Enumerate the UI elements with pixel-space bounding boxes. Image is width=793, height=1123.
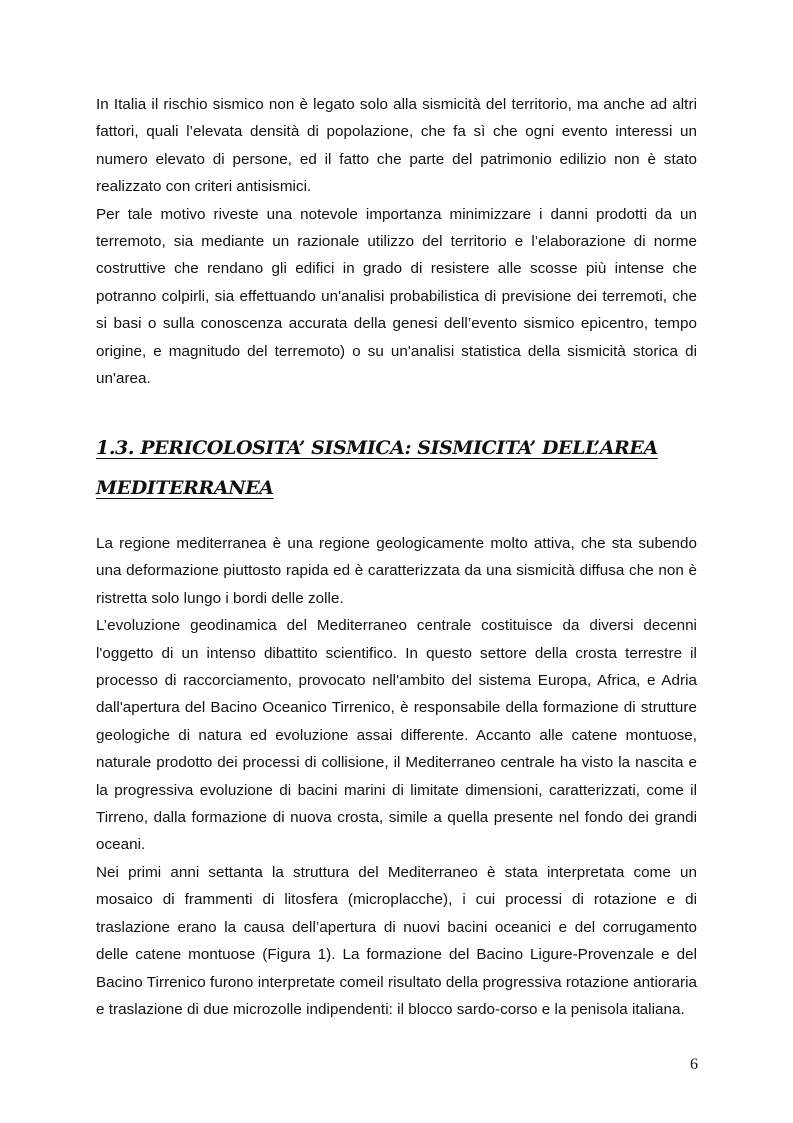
section-paragraph: La regione mediterranea è una regione geologicamente molto attiva, che sta subendo una deformazione piuttosto rapida ed è caratterizzata da una sismicità diffusa che non è ristretta solo lungo i bordi delle zolle. [96,535,697,607]
section-paragraph: Nei primi anni settanta la struttura del Mediterraneo è stata interpretata come un mosaico di frammenti di litosfera (microplacche), i cui processi di rotazione e di traslazione erano la causa dell’apertura di nuovi bacini oceanici e del corrugamento delle catene montuose (Figura 1). La formazione del Bacino Ligure-Provenzale e del Bacino Tirrenico furono interpretate comeil risultato della progressiva rotazione antioraria e traslazione di due microzolle indipendenti: il blocco sardo-corso e la penisola italiana. [96,863,697,1018]
intro-text-block [96,91,697,392]
intro-paragraph: Per tale motivo riveste una notevole importanza minimizzare i danni prodotti da un terremoto, sia mediante un razionale utilizzo del territorio e l’elaborazione di norme costruttive che rendano gli edifici in grado di resistere alle scosse più intense che potranno colpirli, sia effettuando un'analisi probabilistica di previsione dei terremoti, che si basi o sulla conoscenza accurata della genesi dell’evento sismico epicentro, tempo origine, e magnitudo del terremoto) o su un'analisi statistica della sismicità storica di un'area. [96,205,697,388]
section-heading: 1.3. PERICOLOSITA’ SISMICA: SISMICITA’ DELL’AREA MEDITERRANEA [96,437,658,499]
section-paragraph: L’evoluzione geodinamica del Mediterraneo centrale costituisce da diversi decenni l'oggetto di un intenso dibattito scientifico. In questo settore della crosta terrestre il processo di raccorciamento, provocato nell'ambito del sistema Europa, Africa, e Adria dall'apertura del Bacino Oceanico Tirrenico, è responsabile della formazione di strutture geologiche di natura ed evoluzione assai differente. Accanto alle catene montuose, naturale prodotto dei processi di collisione, il Mediterraneo centrale ha visto la nascita e la progressiva evoluzione di bacini marini di limitate dimensioni, caratterizzati, come il Tirreno, dalla formazione di nuova crosta, simile a quella presente nel fondo dei grandi oceani. [96,617,697,854]
page-number: 6 [690,1056,698,1073]
intro-paragraph: In Italia il rischio sismico non è legato solo alla sismicità del territorio, ma anche ad altri fattori, quali l’elevata densità di popolazione, che fa sì che ogni evento interessi un numero elevato di persone, ed il fatto che parte del patrimonio edilizio non è stato realizzato con criteri antisismici. [96,96,697,196]
section-text-block [96,530,697,1023]
